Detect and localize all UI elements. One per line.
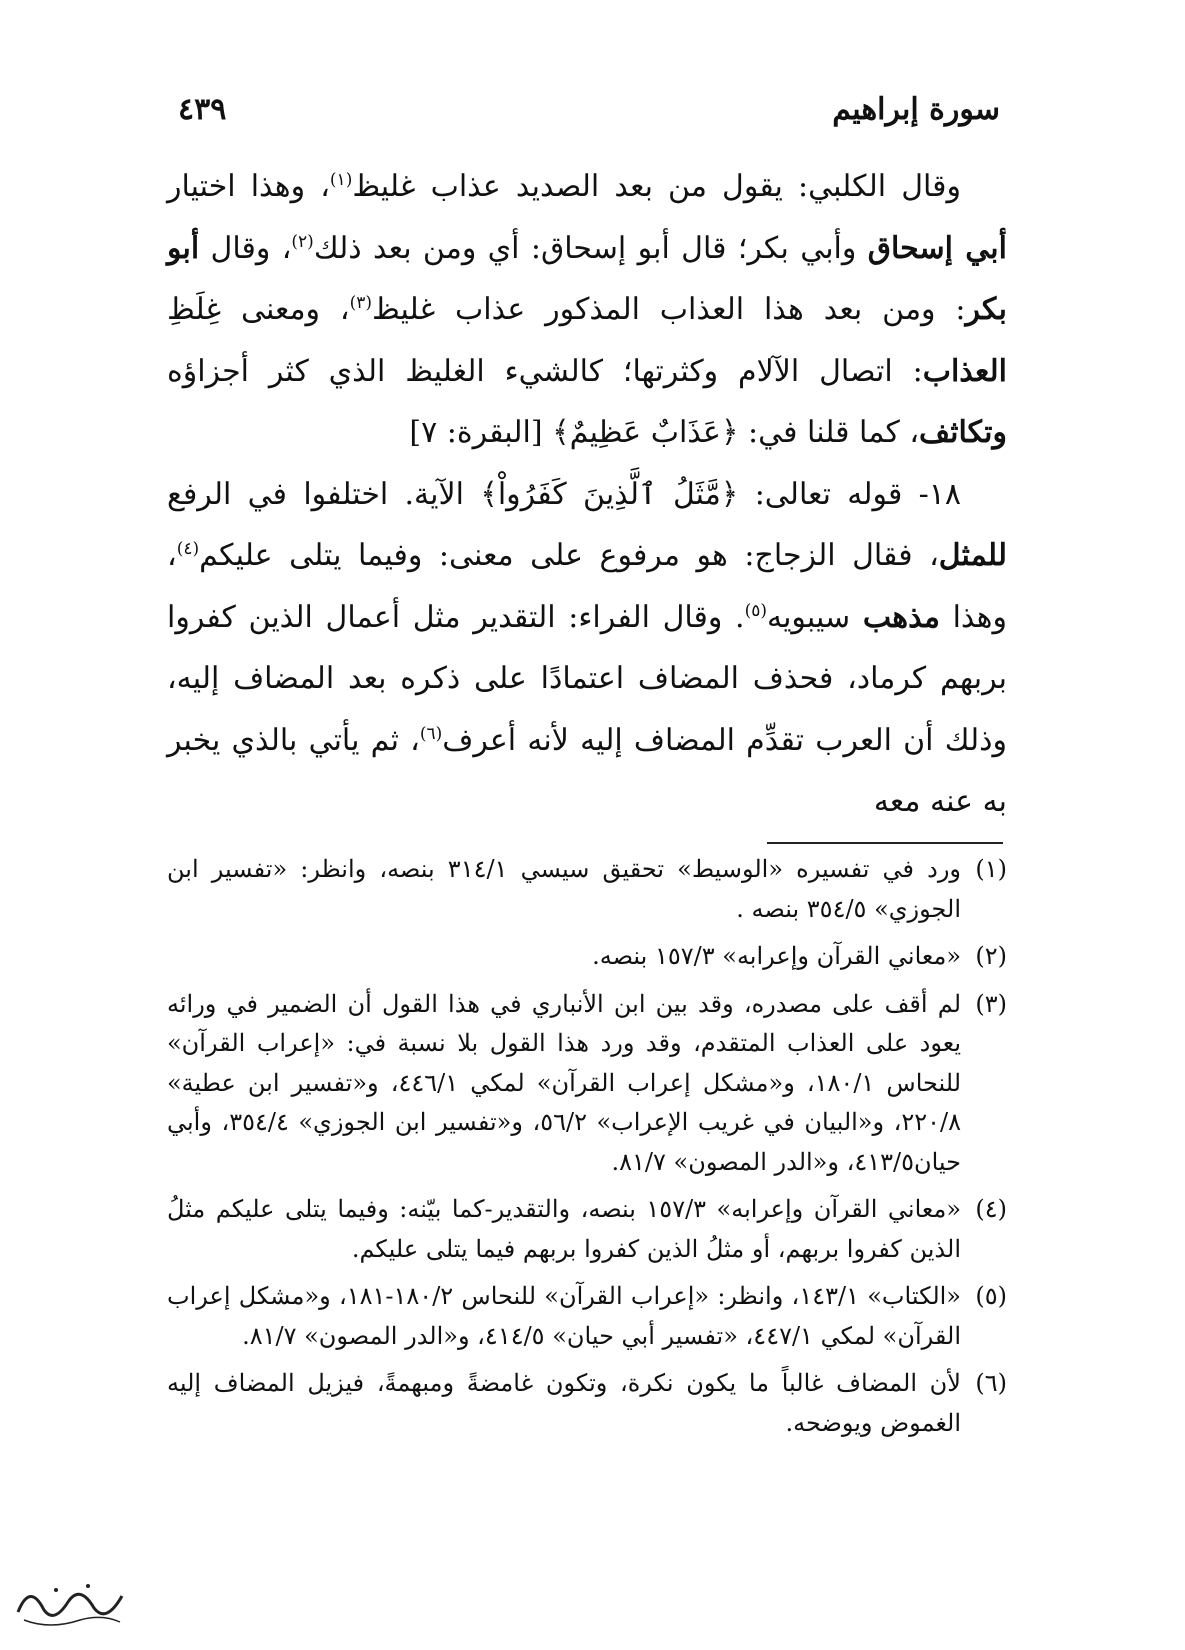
footnote-item: [167, 1277, 1007, 1356]
text-run: وقال الكلبي: يقول من بعد الصديد عذاب غليظ: [352, 169, 961, 204]
text-run: ، ومعنى غِلَظِ: [167, 292, 350, 327]
text-run: ، وهذا اختيار: [167, 169, 330, 204]
text-run: أبو بكر: [167, 230, 1007, 327]
text-run: للمثل: [938, 538, 1007, 573]
page-header: [178, 84, 1000, 134]
footnote-number: (٤): [975, 1195, 1007, 1223]
paragraph-1: [167, 156, 1007, 464]
footnote-text: ورد في تفسيره «الوسيط» تحقيق سيسي ٣١٤/١ بنصه، وانظر: «تفسير ابن الجوزي» ٣٥٤/٥ بنصه .: [167, 855, 961, 923]
footnote-text: «معاني القرآن وإعرابه» ١٥٧/٣ بنصه.: [592, 942, 961, 970]
footnote-number: (٣): [975, 989, 1007, 1018]
footnote-number: (١): [975, 855, 1007, 883]
footnote-item: [167, 1190, 1007, 1269]
footnote-text: «معاني القرآن وإعرابه» ١٥٧/٣ بنصه، والتقدير-كما بيّنه: وفيما يتلى عليكم مثلُ الذين كفروا بربهم، أو مثلُ الذين كفروا بربهم فيما يتلى عليكم.: [167, 1195, 961, 1263]
page-number: ٤٣٩: [178, 91, 227, 127]
footnote-ref[interactable]: (٤): [176, 539, 200, 559]
text-run: : ومن بعد هذا العذاب المذكور عذاب غليظ: [372, 292, 966, 327]
footnote-text: لأن المضاف غالباً ما يكون نكرة، وتكون غامضةً ومبهمةً، فيزيل المضاف إليه الغموض ويوضحه.: [167, 1369, 961, 1437]
footnote-number: (٦): [975, 1369, 1007, 1397]
text-run: ، فقال الزجاج: هو مرفوع على معنى: وفيما يتلى عليكم: [199, 538, 939, 573]
footnote-ref[interactable]: (٣): [349, 293, 373, 313]
text-run: ١٨- قوله تعالى: ﴿مَّثَلُ ٱلَّذِينَ كَفَرُواْ﴾ الآية. اختلفوا في الرفع: [167, 476, 961, 512]
calligraphy-watermark-logo: [10, 1572, 130, 1634]
text-run: مذهب: [862, 599, 940, 635]
footnote-text: «الكتاب» ١٤٣/١، وانظر: «إعراب القرآن» للنحاس ١٨٠/٢-١٨١، و«مشكل إعراب القرآن» لمكي ٤٤٧/١، «تفسير أبي حيان» ٤١٤/٥، و«الدر المصون» ٨١/٧.: [167, 1282, 961, 1350]
footnote-ref[interactable]: (١): [329, 170, 353, 190]
footnote-item: [167, 985, 1007, 1183]
main-text: [167, 156, 1007, 833]
text-run: . وقال الفراء: التقدير مثل أعمال الذين كفروا بربهم كرماد، فحذف المضاف اعتمادًا على ذكره بعد المضاف إليه، وذلك أن العرب تقدِّم المضاف إليه لأنه أعرف: [167, 599, 1007, 758]
text-run: وتكاثف: [919, 415, 1007, 450]
footnote-divider: [767, 842, 1003, 844]
surah-title: سورة إبراهيم: [832, 91, 1000, 127]
text-run: ، ثم يأتي بالذي يخبر به عنه معه: [167, 722, 1007, 819]
footnote-ref[interactable]: (٦): [419, 723, 443, 744]
text-run: سيبويه: [767, 599, 863, 635]
text-run: أبي إسحاق: [867, 230, 1007, 266]
footnote-number: (٥): [975, 1282, 1007, 1310]
footnotes: [167, 850, 1007, 1451]
footnote-text: لم أقف على مصدره، وقد بين ابن الأنباري في هذا القول أن الضمير في ورائه يعود على العذاب المتقدم، وقد ورد هذا القول بلا نسبة في: «إعراب القرآن» للنحاس ١٨٠/١، و«مشكل إعراب القرآن» لمكي ٤٤٦/١، و«تفسير ابن عطية» ٢٢٠/٨، و«البيان في غريب الإعراب» ٥٦/٢، و«تفسير ابن الجوزي» ٣٥٤/٤، وأبي حيان٤١٣/٥، و«الدر المصون» ٨١/٧.: [167, 989, 962, 1176]
footnote-number: (٢): [975, 942, 1007, 970]
footnote-ref[interactable]: (٢): [291, 231, 314, 252]
text-run: وأبي بكر؛ قال أبو إسحاق: أي ومن بعد ذلك: [313, 230, 868, 266]
text-run: العذاب: [922, 353, 1007, 389]
footnote-ref[interactable]: (٥): [744, 600, 767, 621]
text-run: ، كما قلنا في: ﴿عَذَابٌ عَظِيمٌ﴾ [البقرة: ٧]: [409, 415, 920, 450]
text-run: ، وقال: [199, 230, 292, 266]
footnote-item: [167, 1364, 1007, 1443]
footnote-item: [167, 850, 1007, 929]
text-run: ، وهذا: [167, 538, 1007, 635]
text-run: : اتصال الآلام وكثرتها؛ كالشيء الغليظ الذي كثر أجزاؤه: [167, 353, 923, 389]
footnote-item: [167, 937, 1007, 977]
paragraph-2: [167, 464, 1007, 833]
